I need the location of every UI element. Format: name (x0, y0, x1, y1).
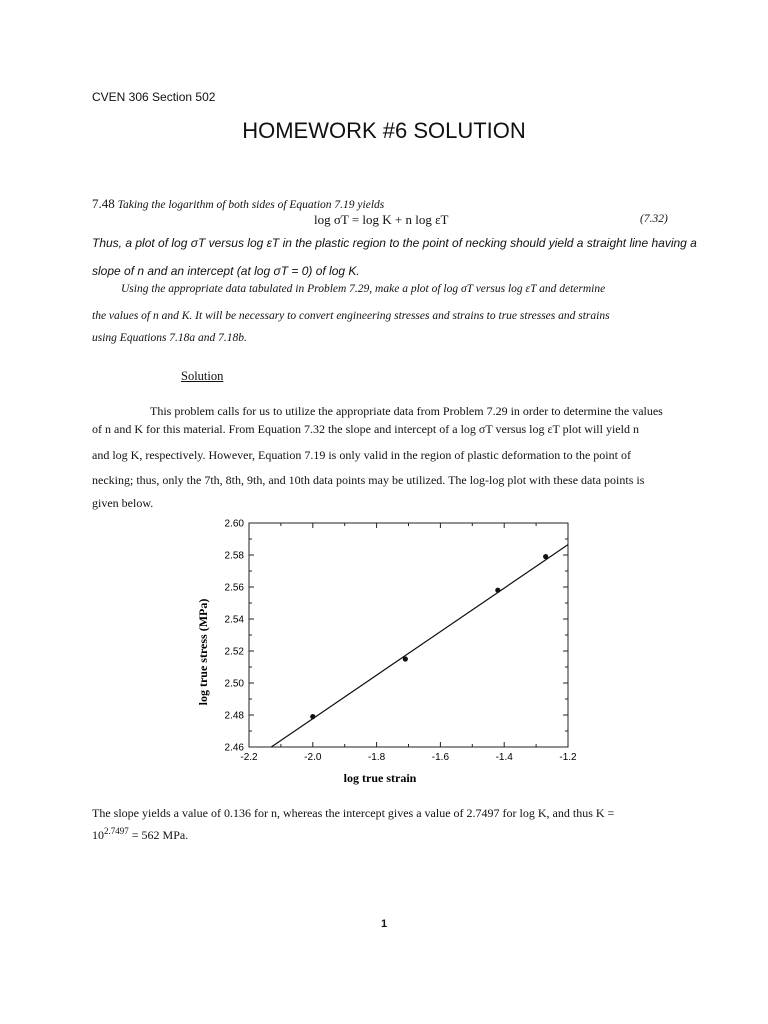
solution-line-5: given below. (92, 496, 154, 510)
x-tick-label: -1.2 (559, 752, 577, 763)
data-point (543, 554, 548, 559)
equation-number: (7.32) (640, 213, 668, 225)
data-point (495, 588, 500, 593)
page-title: HOMEWORK #6 SOLUTION (242, 118, 526, 143)
page-number: 1 (380, 918, 388, 930)
problem-line-2: slope of n and an intercept (at log σT = 0) of log K. (92, 264, 360, 278)
log-log-plot (190, 512, 590, 792)
problem-intro-text: Taking the logarithm of both sides of Equation 7.19 yields (117, 199, 385, 211)
y-tick-label: 2.48 (224, 710, 244, 722)
y-tick-label: 2.56 (224, 582, 244, 594)
y-tick-label: 2.46 (224, 742, 244, 754)
solution-line-1: This problem calls for us to utilize the appropriate data from Problem 7.29 in order to determine the values (150, 404, 663, 418)
x-tick-label: -2.0 (304, 752, 322, 763)
solution-line-3: and log K, respectively. However, Equation 7.19 is only valid in the region of plastic deformation to the point of (92, 448, 631, 462)
plot-frame (249, 523, 568, 747)
x-tick-label: -1.8 (367, 752, 386, 763)
course-heading: CVEN 306 Section 502 (92, 90, 216, 104)
y-tick-label: 2.52 (224, 646, 244, 658)
y-tick-label: 2.54 (224, 614, 244, 626)
result-line-1: The slope yields a value of 0.136 for n, whereas the intercept gives a value of 2.7497 for log K, and thus K = (92, 806, 615, 820)
data-point (310, 714, 315, 719)
solution-line-4: necking; thus, only the 7th, 8th, 9th, and 10th data points may be utilized. The log-log plot with these data points is (92, 473, 645, 487)
x-tick-label: -1.4 (495, 752, 513, 763)
result-base: 10 (92, 828, 104, 842)
y-tick-label: 2.50 (224, 678, 244, 690)
x-axis-label: log true strain (343, 771, 417, 785)
fit-line (271, 545, 568, 747)
problem-line-3: Using the appropriate data tabulated in Problem 7.29, make a plot of log σT versus log εT and determine (121, 283, 606, 295)
equation: log σT = log K + n log εT (314, 212, 449, 227)
problem-line-5: using Equations 7.18a and 7.18b. (92, 332, 247, 344)
data-point (403, 656, 408, 661)
problem-number: 7.48 (92, 196, 115, 211)
result-exponent: 2.7497 (104, 826, 129, 836)
result-tail: = 562 MPa. (128, 828, 189, 842)
problem-line-1: Thus, a plot of log σT versus log εT in the plastic region to the point of necking should yield a straight line having a (92, 236, 697, 250)
problem-intro (92, 196, 384, 212)
y-tick-label: 2.58 (224, 550, 244, 562)
result-line-2 (92, 826, 188, 843)
problem-line-4: the values of n and K. It will be necessary to convert engineering stresses and strains to true stresses and strains (92, 310, 610, 322)
y-axis-label: log true stress (MPa) (196, 598, 210, 706)
x-tick-label: -2.2 (240, 752, 258, 763)
solution-heading: Solution (181, 369, 224, 383)
x-tick-label: -1.6 (431, 752, 450, 763)
solution-line-2: of n and K for this material. From Equation 7.32 the slope and intercept of a log σT versus log εT plot will yield n (92, 422, 639, 436)
y-tick-label: 2.60 (224, 518, 244, 530)
